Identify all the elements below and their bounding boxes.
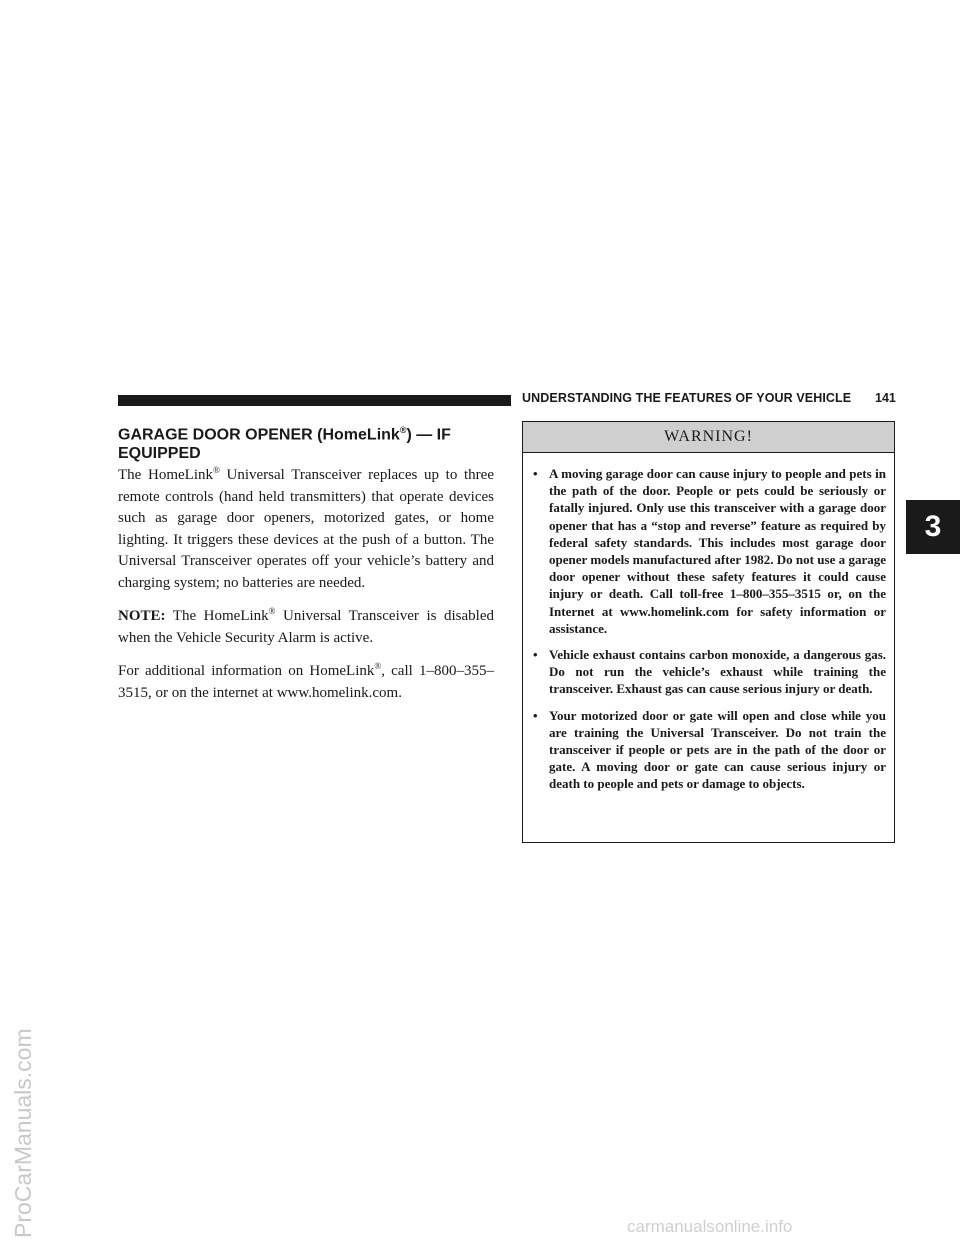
registered-mark: ® — [213, 465, 220, 476]
registered-mark: ® — [268, 606, 276, 617]
intro-paragraph — [118, 465, 494, 594]
note-paragraph — [118, 606, 494, 649]
warning-heading: WARNING! — [523, 422, 894, 453]
warning-item-text: A moving garage door can cause injury to people and pets in the path of the door. People or pets could be seriously or fatally injured. Only use this transceiver with a garage door opener that has a “stop and reverse” feature as required by federal safety standards. This includes most garage door opener models manufactured after 1982. Do not use a garage door opener without these safety features it could cause injury or death. Call toll-free 1–800–355–3515 or, on the Internet at www.homelink.com for safety information or assistance. — [549, 466, 886, 636]
note-text-start: The HomeLink — [165, 608, 269, 625]
bullet-icon: • — [533, 647, 538, 663]
warning-box — [522, 421, 895, 843]
section-title-suffix: ) — IF EQUIPPED — [118, 426, 451, 463]
bullet-icon: • — [533, 707, 538, 723]
warning-item — [533, 707, 886, 793]
intro-text-rest: Universal Transceiver replaces up to three remote controls (hand held transmitters) that operate devices such as garage door openers, motorized gates, or home lighting. It triggers these devices at the push of a button. The Universal Transceiver operates off your vehicle’s battery and charging system; no batteries are needed. — [118, 467, 494, 591]
warning-item — [533, 465, 886, 637]
registered-mark: ® — [399, 425, 407, 435]
left-column — [118, 421, 494, 716]
warning-item — [533, 646, 886, 698]
bullet-icon: • — [533, 466, 538, 481]
warning-list — [523, 453, 894, 793]
section-title-text: GARAGE DOOR OPENER (HomeLink — [118, 426, 400, 444]
intro-text-start: The HomeLink — [118, 467, 213, 484]
warning-item-text: Vehicle exhaust contains carbon monoxide, a dangerous gas. Do not run the vehicle’s exhaust while training the transceiver. Exhaust gas can cause serious injury or death. — [549, 647, 886, 697]
note-label: NOTE: — [118, 608, 166, 625]
note-text-rest: Universal Transceiver is disabled when the Vehicle Security Alarm is active. — [118, 608, 494, 646]
bottom-watermark: carmanualsonline.info — [627, 1217, 793, 1236]
side-watermark: ProCarManuals.com — [10, 1028, 36, 1238]
info-text-rest: , call 1–800–355–3515, or on the internet at www.homelink.com. — [118, 663, 494, 701]
header-rule — [118, 395, 511, 406]
section-title — [118, 421, 494, 463]
info-paragraph — [118, 661, 494, 704]
registered-mark: ® — [374, 661, 382, 672]
running-header-title: UNDERSTANDING THE FEATURES OF YOUR VEHICLE — [522, 391, 852, 405]
warning-item-text: Your motorized door or gate will open and close while you are training the Universal Transceiver. Do not train the transceiver if people or pets are in the path of the door or gate. A moving door or gate can cause serious injury or death to people and pets or damage to objects. — [549, 707, 886, 792]
page-number: 141 — [875, 391, 896, 405]
chapter-tab: 3 — [906, 500, 960, 554]
info-text-start: For additional information on HomeLink — [118, 663, 375, 680]
